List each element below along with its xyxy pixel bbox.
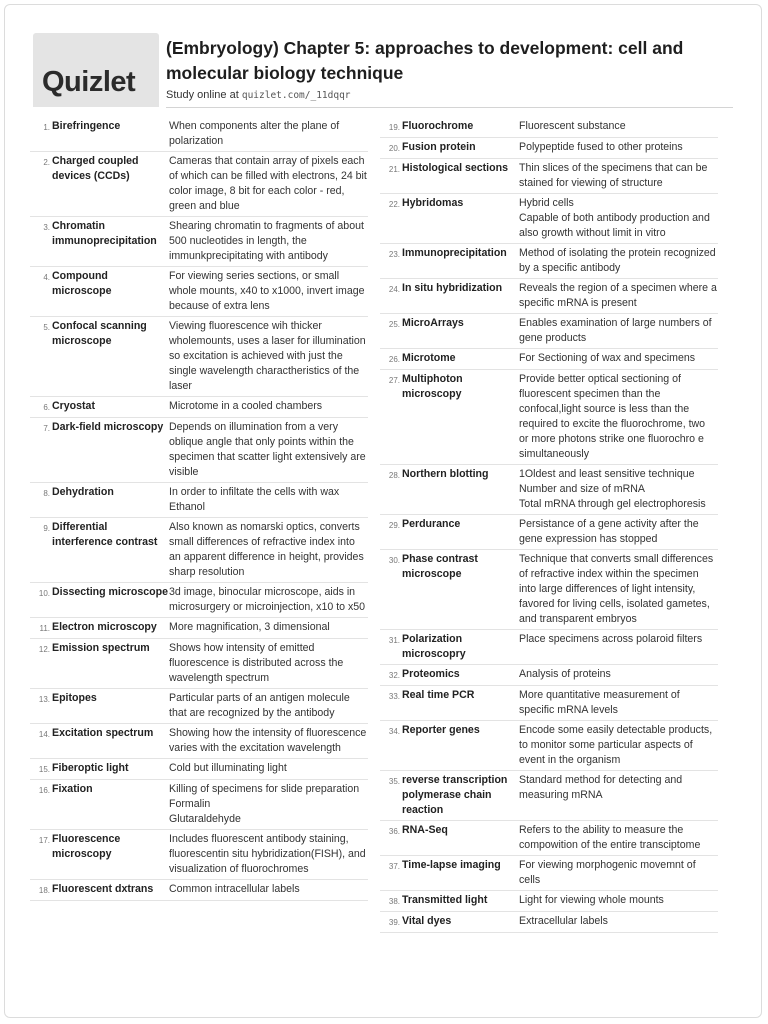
term-definition: Depends on illumination from a very oblique angle that only points within the specimen that scatter light extensively are visible — [169, 421, 366, 478]
term-definition: Microtome in a cooled chambers — [169, 400, 323, 412]
term-number: 36. — [388, 827, 400, 836]
term-name: Electron microscopy — [52, 621, 157, 633]
term-number: 30. — [388, 556, 400, 565]
term-number: 34. — [388, 727, 400, 736]
term-name: Multiphoton microscopy — [402, 373, 463, 400]
quizlet-logo[interactable] — [33, 33, 159, 107]
term-row — [380, 821, 718, 856]
term-name: Dehydration — [52, 486, 114, 498]
term-number: 35. — [388, 777, 400, 786]
term-row — [380, 370, 718, 465]
term-row — [380, 465, 718, 515]
term-name: Real time PCR — [402, 689, 475, 701]
term-definition: Technique that converts small differences of refractive index within the specimen into large differences of light intensity, favored for living cells, isolated gametes, and transparent embryos — [519, 553, 714, 625]
term-number: 12. — [38, 645, 50, 654]
right-term-list — [380, 117, 718, 933]
term-definition: Cold but illuminating light — [169, 762, 287, 774]
term-number: 31. — [388, 636, 400, 645]
term-row — [380, 349, 718, 370]
term-definition: Light for viewing whole mounts — [519, 894, 664, 906]
term-definition: Cameras that contain array of pixels each of which can be filled with electrons, 24 bit color image, 8 bit for each color - red, green and blue — [169, 155, 367, 212]
study-online-line — [166, 89, 351, 101]
term-name: Confocal scanning microscope — [52, 320, 147, 347]
term-name: Perdurance — [402, 518, 461, 530]
term-name: Polarization microscopry — [402, 633, 466, 660]
term-row — [380, 856, 718, 891]
term-definition: In order to infiltate the cells with wax Ethanol — [169, 486, 340, 513]
term-definition: Extracellular labels — [519, 915, 608, 927]
term-number: 2. — [43, 158, 50, 167]
term-name: Epitopes — [52, 692, 97, 704]
term-row — [30, 317, 368, 397]
term-name: Cryostat — [52, 400, 95, 412]
term-definition: When components alter the plane of polarization — [169, 120, 340, 147]
term-number: 39. — [388, 918, 400, 927]
term-definition: Thin slices of the specimens that can be stained for viewing of structure — [519, 162, 708, 189]
term-number: 24. — [388, 285, 400, 294]
term-name: Compound microscope — [52, 270, 112, 297]
term-number: 14. — [38, 730, 50, 739]
term-definition: Place specimens across polaroid filters — [519, 633, 703, 645]
term-name: Phase contrast microscope — [402, 553, 478, 580]
term-number: 8. — [43, 489, 50, 498]
term-name: Fiberoptic light — [52, 762, 129, 774]
term-definition: Method of isolating the protein recognized by a specific antibody — [519, 247, 716, 274]
term-number: 17. — [38, 836, 50, 845]
term-name: Emission spectrum — [52, 642, 150, 654]
term-definition: 3d image, binocular microscope, aids in microsurgery or microinjection, x10 to x50 — [169, 586, 366, 613]
term-definition: Refers to the ability to measure the compowition of the entire transciptome — [519, 824, 701, 851]
term-row — [30, 418, 368, 483]
term-definition: Hybrid cells Capable of both antibody production and also growth without limit in vitro — [519, 197, 710, 239]
term-name: Differential interference contrast — [52, 521, 158, 548]
term-name: Fluorochrome — [402, 120, 474, 132]
term-definition: Includes fluorescent antibody staining, fluorescentin situ hybridization(FISH), and visualization of fluorochromes — [169, 833, 366, 875]
term-definition: Also known as nomarski optics, converts small differences of refractive index into an apparent difference in height, provides sharp resolution — [169, 521, 364, 578]
term-name: Time-lapse imaging — [402, 859, 501, 871]
term-number: 10. — [38, 589, 50, 598]
term-row — [380, 721, 718, 771]
term-number: 5. — [43, 323, 50, 332]
term-number: 6. — [43, 403, 50, 412]
term-row — [30, 267, 368, 317]
term-name: Hybridomas — [402, 197, 464, 209]
term-number: 11. — [39, 624, 50, 633]
term-number: 13. — [38, 695, 50, 704]
term-name: Fluorescent dxtrans — [52, 883, 154, 895]
term-number: 32. — [388, 671, 400, 680]
term-definition: Analysis of proteins — [519, 668, 611, 680]
term-name: In situ hybridization — [402, 282, 503, 294]
term-definition: Shows how intensity of emitted fluorescence is distributed across the wavelength spectrum — [169, 642, 344, 684]
term-number: 25. — [388, 320, 400, 329]
term-row — [380, 912, 718, 933]
term-definition: Common intracellular labels — [169, 883, 300, 895]
term-number: 33. — [388, 692, 400, 701]
term-definition: Enables examination of large numbers of gene products — [519, 317, 712, 344]
term-definition: Persistance of a gene activity after the gene expression has stopped — [519, 518, 699, 545]
term-row — [380, 244, 718, 279]
term-row — [380, 138, 718, 159]
term-name: Excitation spectrum — [52, 727, 154, 739]
page-title: (Embryology) Chapter 5: approaches to development: cell and molecular biology technique — [166, 38, 684, 83]
term-row — [380, 515, 718, 550]
term-name: Histological sections — [402, 162, 508, 174]
term-definition: For viewing morphogenic movemnt of cells — [519, 859, 696, 886]
term-definition: Provide better optical sectioning of fluorescent specimen than the confocal,light source is less than the required to excite the fluorochrome, two or more photons strike one fluorochro e simultaneously — [519, 373, 706, 460]
term-number: 37. — [388, 862, 400, 871]
term-definition: For viewing series sections, or small whole mounts, x40 to x1000, invert image because of extra lens — [169, 270, 365, 312]
term-number: 1. — [43, 123, 50, 132]
term-number: 3. — [43, 223, 50, 232]
term-row — [380, 279, 718, 314]
term-name: Chromatin immunoprecipitation — [52, 220, 157, 247]
term-row — [380, 771, 718, 821]
term-name: RNA-Seq — [402, 824, 448, 836]
term-row — [380, 665, 718, 686]
term-row — [30, 583, 368, 618]
term-row — [380, 891, 718, 912]
term-number: 7. — [43, 424, 50, 433]
term-row — [380, 314, 718, 349]
term-number: 26. — [388, 355, 400, 364]
term-name: reverse transcription polymerase chain reaction — [402, 774, 508, 816]
term-name: MicroArrays — [402, 317, 464, 329]
term-number: 38. — [388, 897, 400, 906]
logo-text: Quizlet — [42, 66, 136, 98]
term-number: 23. — [388, 250, 400, 259]
term-number: 19. — [388, 123, 400, 132]
term-definition: For Sectioning of wax and specimens — [519, 352, 696, 364]
term-row — [30, 780, 368, 830]
term-number: 27. — [388, 376, 400, 385]
term-number: 4. — [43, 273, 50, 282]
term-name: Microtome — [402, 352, 456, 364]
term-definition: Particular parts of an antigen molecule that are recognized by the antibody — [169, 692, 350, 719]
term-number: 15. — [38, 765, 50, 774]
term-row — [30, 217, 368, 267]
term-name: Dark-field microscopy — [52, 421, 164, 433]
term-definition: Reveals the region of a specimen where a specific mRNA is present — [519, 282, 717, 309]
term-row — [30, 618, 368, 639]
term-row — [380, 630, 718, 665]
term-definition: Showing how the intensity of fluorescence varies with the excitation wavelength — [169, 727, 367, 754]
term-row — [30, 483, 368, 518]
study-prefix: Study online at — [166, 89, 239, 101]
term-row — [380, 550, 718, 630]
term-row — [30, 152, 368, 217]
left-term-list — [30, 117, 368, 901]
term-number: 22. — [388, 200, 400, 209]
term-row — [380, 194, 718, 244]
study-url-link[interactable]: quizlet.com/_11dqqr — [241, 90, 351, 101]
term-definition: Shearing chromatin to fragments of about 500 nucleotides in length, the immunkprecipitating with antibody — [169, 220, 364, 262]
term-name: Fixation — [52, 783, 93, 795]
term-row — [380, 159, 718, 194]
term-row — [30, 880, 368, 901]
term-number: 18. — [38, 886, 50, 895]
term-name: Transmitted light — [402, 894, 488, 906]
term-row — [380, 117, 718, 138]
term-definition: 1Oldest and least sensitive technique Number and size of mRNA Total mRNA through gel electrophoresis — [519, 468, 706, 510]
term-number: 28. — [388, 471, 400, 480]
term-number: 29. — [388, 521, 400, 530]
term-number: 20. — [388, 144, 400, 153]
term-definition: More quantitative measurement of specific mRNA levels — [519, 689, 680, 716]
term-row — [380, 686, 718, 721]
term-row — [30, 117, 368, 152]
term-definition: Killing of specimens for slide preparation Formalin Glutaraldehyde — [169, 783, 360, 825]
term-name: Northern blotting — [402, 468, 489, 480]
term-definition: Standard method for detecting and measuring mRNA — [519, 774, 683, 801]
term-name: Dissecting microscope — [52, 586, 168, 598]
term-number: 21. — [388, 165, 400, 174]
term-definition: Viewing fluorescence wih thicker wholemounts, uses a laser for illumination so excitation is achieved with just the single wavelength charactheristics of the laser — [169, 320, 366, 392]
term-name: Fusion protein — [402, 141, 476, 153]
term-name: Fluorescence microscopy — [52, 833, 121, 860]
term-definition: Polypeptide fused to other proteins — [519, 141, 683, 153]
term-number: 16. — [38, 786, 50, 795]
term-definition: More magnification, 3 dimensional — [169, 621, 330, 633]
term-definition: Encode some easily detectable products, to monitor some particular aspects of event in the organism — [519, 724, 713, 766]
term-row — [30, 397, 368, 418]
term-row — [30, 724, 368, 759]
term-row — [30, 689, 368, 724]
term-name: Immunoprecipitation — [402, 247, 507, 259]
term-name: Proteomics — [402, 668, 460, 680]
term-number: 9. — [43, 524, 50, 533]
term-row — [30, 759, 368, 780]
term-definition: Fluorescent substance — [519, 120, 626, 132]
term-name: Reporter genes — [402, 724, 480, 736]
term-name: Birefringence — [52, 120, 121, 132]
term-name: Vital dyes — [402, 915, 452, 927]
term-row — [30, 639, 368, 689]
header-divider — [166, 107, 733, 108]
term-name: Charged coupled devices (CCDs) — [52, 155, 139, 182]
term-row — [30, 830, 368, 880]
term-row — [30, 518, 368, 583]
